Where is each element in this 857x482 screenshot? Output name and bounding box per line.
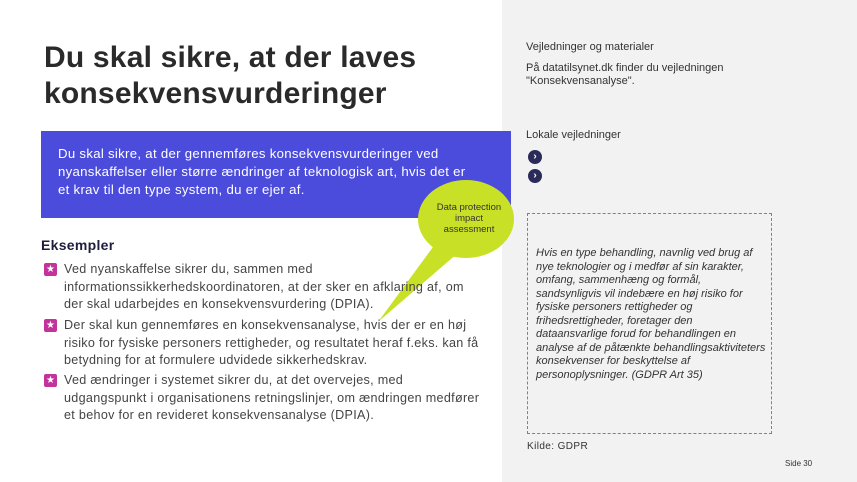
chevron-right-icon[interactable]: ›: [528, 169, 542, 183]
page-title: Du skal sikre, at der laves konsekvensvurderinger: [44, 41, 417, 110]
star-icon: [44, 374, 57, 387]
highlight-text: Du skal sikre, at der gennemføres konsekvensvurderinger ved nyanskaffelser eller større ændringer af teknologisk art, hvis det er et krav til den type system, du er ejer af.: [58, 146, 466, 197]
example-text: Der skal kun gennemføres en konsekvensanalyse, hvis der er en høj risiko for fysiske personers rettigheder, og resultatet heraf f.eks. kan få betydning for at formulere udvidede sikkerhedskrav.: [64, 318, 479, 367]
guides-text[interactable]: På datatilsynet.dk finder du vejledningen "Konsekvensanalyse".: [526, 62, 724, 87]
gdpr-quote: Hvis en type behandling, navnlig ved brug af nye teknologier og i medfør af sin karakter, omfang, sammenhæng og formål, sandsynligvis vil indebære en høj risiko for fysiske personers rettigheder og frihedsrettigheder, foretager den dataansvarlige forud for behandlingen en analyse af de påtænkte behandlingsaktiviteters konsekvenser for beskyttelse af personoplysninger. (GDPR Art 35): [536, 247, 766, 381]
examples-heading: Eksempler: [41, 237, 115, 253]
page-number: Side 30: [785, 459, 813, 468]
chevron-right-icon[interactable]: ›: [528, 150, 542, 164]
example-text: Ved nyanskaffelse sikrer du, sammen med informationssikkerhedskoordinatoren, at der sker en afklaring af, om der skal udarbejdes en konsekvensvurdering (DPIA).: [64, 262, 464, 311]
star-icon: [44, 263, 57, 276]
star-icon: [44, 319, 57, 332]
guides-heading: Vejledninger og materialer: [526, 41, 654, 53]
source-label: Kilde: GDPR: [527, 441, 589, 452]
example-text: Ved ændringer i systemet sikrer du, at det overvejes, med udgangspunkt i organisationens retningslinjer, om ændringen medfører et behov for en revideret konsekvensanalyse (DPIA).: [64, 373, 480, 422]
local-guides-heading: Lokale vejledninger: [526, 129, 621, 141]
callout-text: Data protection impact assessment: [436, 202, 502, 235]
